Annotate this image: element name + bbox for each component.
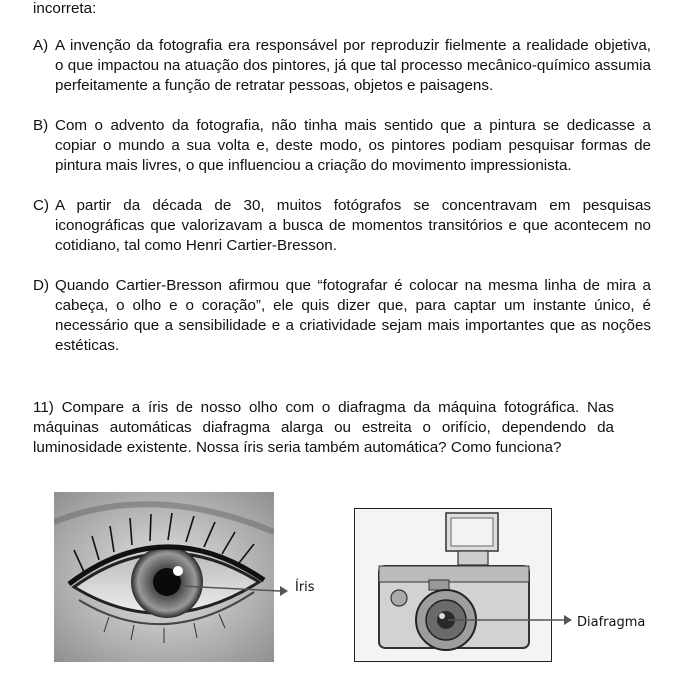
camera-figure	[354, 508, 552, 662]
question-11: 11) Compare a íris de nosso olho com o diafragma da máquina fotográfica. Nas máquinas automáticas diafragma alarga ou estreita o orifício, dependendo da luminosidade existente. Nossa íris seria também automática? Como funciona?	[33, 399, 614, 456]
diafragma-arrow	[448, 612, 576, 628]
option-text-first-line: A partir da década de 30, muitos fotógrafos se concentravam em pesquisas	[55, 197, 651, 214]
option-text-rest: copiar o mundo a sua volta e, deste modo, os pintores podiam pesquisar formas de pintura mais livres, o que influenciou a criação do movimento impressionista.	[55, 137, 651, 174]
option-text-rest: cabeça, o olho e o coração”, ele quis dizer que, para captar um instante único, é necessário que a sensibilidade e a criatividade sejam mais importantes que as noções estéticas.	[55, 297, 651, 354]
option-letter: B)	[33, 117, 49, 134]
diafragma-label: Diafragma	[577, 615, 646, 630]
option-c	[33, 196, 651, 256]
eye-illustration	[54, 492, 274, 662]
option-letter: D)	[33, 277, 50, 294]
option-text-rest: o que impactou na atuação dos pintores, já que tal processo mecânico-químico assumia perfeitamente a função de retratar pessoas, objetos e paisagens.	[55, 57, 651, 94]
iris-label: Íris	[295, 580, 315, 595]
option-text-first-line: A invenção da fotografia era responsável por reproduzir fielmente a realidade objetiva,	[55, 37, 651, 54]
option-text-first-line: Com o advento da fotografia, não tinha mais sentido que a pintura se dedicasse a	[55, 117, 651, 134]
camera-illustration	[354, 508, 552, 662]
option-b	[33, 116, 651, 176]
option-text-rest: iconográficas que valorizavam a busca de momentos transitórios e que acontecem no cotidiano, tal como Henri Cartier-Bresson.	[55, 217, 651, 254]
lead-text: incorreta:	[33, 0, 97, 17]
option-a	[33, 36, 651, 96]
option-letter: C)	[33, 197, 50, 214]
option-d	[33, 276, 651, 356]
option-text-first-line: Quando Cartier-Bresson afirmou que “fotografar é colocar na mesma linha de mira a	[55, 277, 651, 294]
option-letter: A)	[33, 37, 49, 54]
eye-figure	[54, 492, 274, 662]
iris-arrow	[180, 578, 290, 598]
